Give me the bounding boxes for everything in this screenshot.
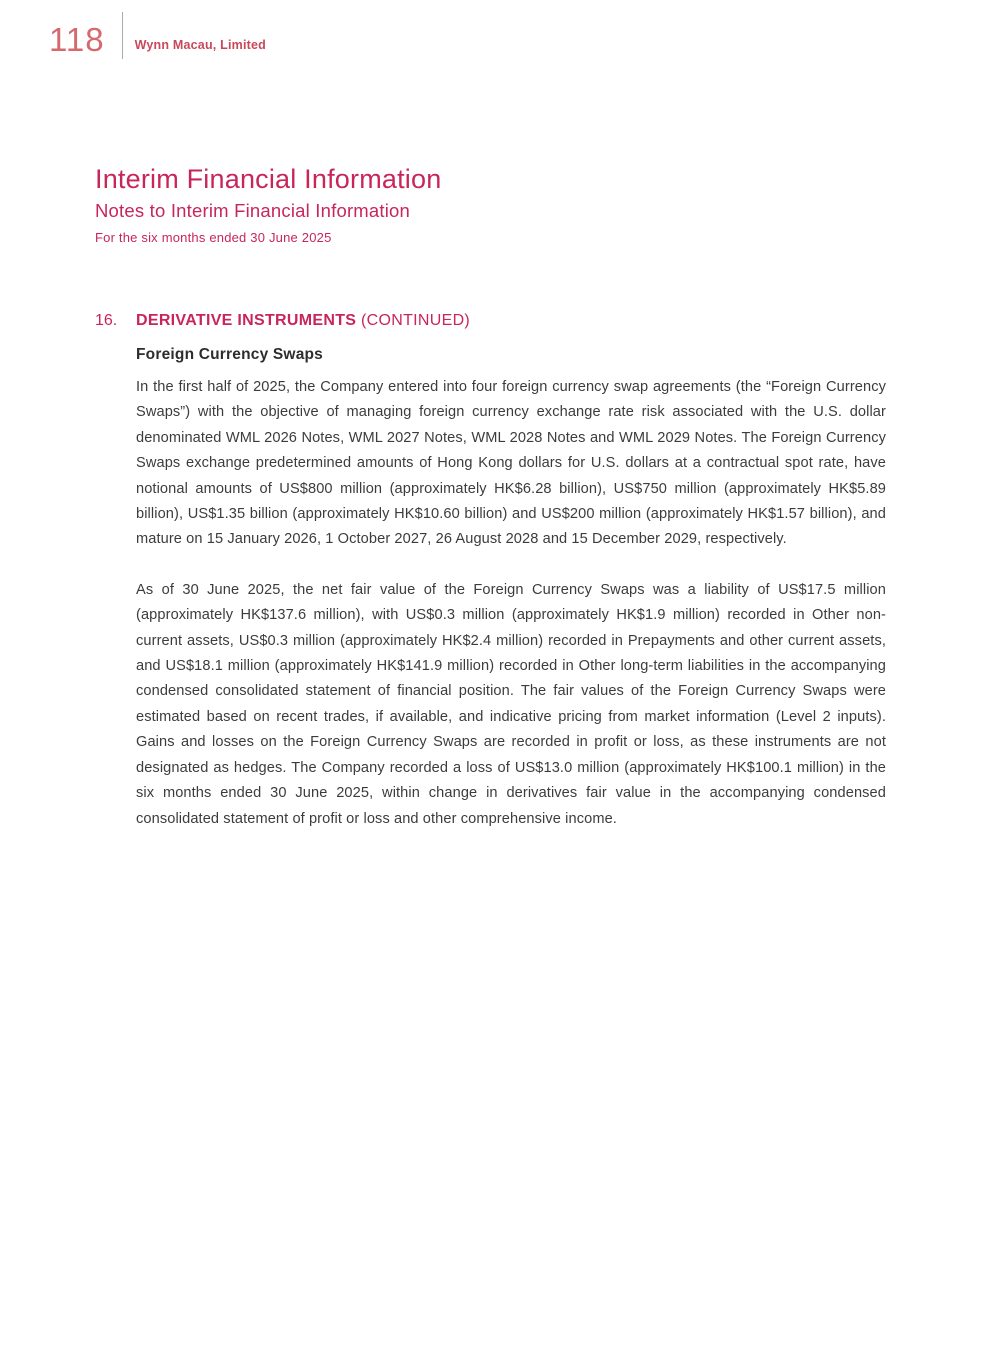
page-subtitle: Notes to Interim Financial Information <box>95 200 411 222</box>
paragraph-swap-agreements: In the first half of 2025, the Company entered into four foreign currency swap agreements (the “Foreign Currency Swaps”) with the objective of managing foreign currency exchange rate risk associated with the U.S. dollar denominated WML 2026 Notes, WML 2027 Notes, WML 2028 Notes and WML 2029 Notes. The Foreign Currency Swaps exchange predetermined amounts of Hong Kong dollars for U.S. dollars at a contractual spot rate, have notional amounts of US$800 million (approximately HK$6.28 billion), US$750 million (approximately HK$5.89 billion), US$1.35 billion (approximately HK$10.60 billion) and US$200 million (approximately HK$1.57 billion), and mature on 15 January 2026, 1 October 2027, 26 August 2028 and 15 December 2029, respectively. <box>136 379 886 548</box>
reporting-period: For the six months ended 30 June 2025 <box>95 230 332 246</box>
section-heading <box>136 310 470 332</box>
page-number: 118 <box>49 21 105 58</box>
section-heading-text: DERIVATIVE INSTRUMENTS <box>136 312 357 329</box>
section-body <box>136 344 886 832</box>
title-block <box>95 163 441 245</box>
running-header <box>49 12 266 59</box>
subheading-foreign-currency-swaps: Foreign Currency Swaps <box>136 346 324 363</box>
company-name: Wynn Macau, Limited <box>134 38 266 52</box>
page-title: Interim Financial Information <box>95 164 442 194</box>
paragraph-fair-value: As of 30 June 2025, the net fair value of the Foreign Currency Swaps was a liability of US$17.5 million (approximately HK$137.6 million), with US$0.3 million (approximately HK$1.9 million) recorded in Other non-current assets, US$0.3 million (approximately HK$2.4 million) recorded in Prepayments and other current assets, and US$18.1 million (approximately HK$141.9 million) recorded in Other long-term liabilities in the accompanying condensed consolidated statement of financial position. The fair values of the Foreign Currency Swaps were estimated based on recent trades, if available, and indicative pricing from market information (Level 2 inputs). Gains and losses on the Foreign Currency Swaps are recorded in profit or loss, as these instruments are not designated as hedges. The Company recorded a loss of US$13.0 million (approximately HK$100.1 million) in the six months ended 30 June 2025, within change in derivatives fair value in the accompanying condensed consolidated statement of profit or loss and other comprehensive income. <box>136 581 886 827</box>
section-number: 16. <box>95 312 118 329</box>
section-continued-label: (CONTINUED) <box>356 312 471 329</box>
section-heading-row <box>95 310 886 332</box>
section-16-derivative-instruments <box>95 310 886 832</box>
